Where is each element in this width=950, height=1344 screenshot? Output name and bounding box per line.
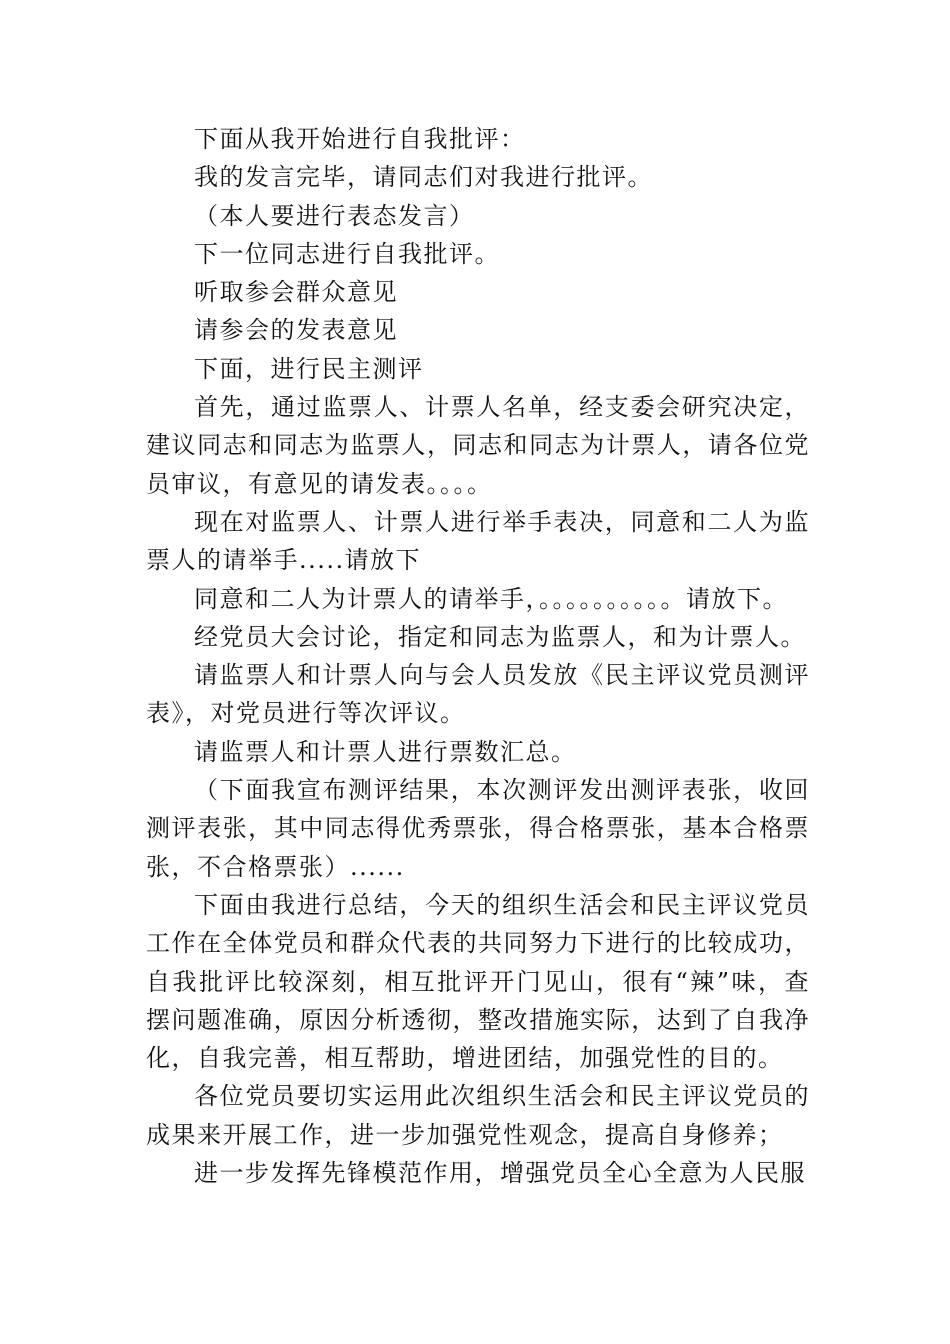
paragraph: 我的发言完毕，请同志们对我进行批评。 [194, 163, 653, 192]
paragraph: （本人要进行表态发言） [194, 201, 475, 230]
paragraph: 下面从我开始进行自我批评： [194, 125, 526, 153]
paragraph: （下面我宣布测评结果，本次测评发出测评表张，收回测评表张，其中同志得优秀票张，得合格票张，基本合格票张，不合格票张）...... [146, 776, 810, 881]
paragraph: 现在对监票人、计票人进行举手表决，同意和二人为监票人的请举手.....请放下 [146, 507, 810, 575]
paragraph: 首先，通过监票人、计票人名单，经支委会研究决定，建议同志和同志为监票人，同志和同志为计票人，请各位党员审议，有意见的请发表。。。。 [146, 393, 810, 498]
paragraph: 下面由我进行总结，今天的组织生活会和民主评议党员工作在全体党员和群众代表的共同努力下进行的比较成功，自我批评比较深刻，相互批评开门见山，很有“辣”味，查摆问题准确，原因分析透彻，整改措施实际，达到了自我净化，自我完善，相互帮助，增进团结，加强党性的目的。 [146, 890, 810, 1073]
paragraph: 各位党员要切实运用此次组织生活会和民主评议党员的成果来开展工作，进一步加强党性观念，提高自身修养； [146, 1082, 810, 1149]
paragraph: 下面，进行民主测评 [194, 354, 424, 383]
paragraph: 下一位同志进行自我批评。 [194, 239, 500, 268]
paragraph: 听取参会群众意见 [194, 278, 398, 307]
document-body [146, 120, 810, 1192]
paragraph: 请监票人和计票人进行票数汇总。 [194, 737, 577, 766]
paragraph: 请参会的发表意见 [194, 316, 398, 345]
paragraph: 经党员大会讨论，指定和同志为监票人，和为计票人。 [194, 622, 806, 651]
paragraph: 请监票人和计票人向与会人员发放《民主评议党员测评表》，对党员进行等次评议。 [146, 661, 810, 728]
paragraph: 同意和二人为计票人的请举手，。。。。。。。。。。请放下。 [194, 584, 788, 613]
paragraph: 进一步发挥先锋模范作用，增强党员全心全意为人民服 [194, 1159, 806, 1188]
